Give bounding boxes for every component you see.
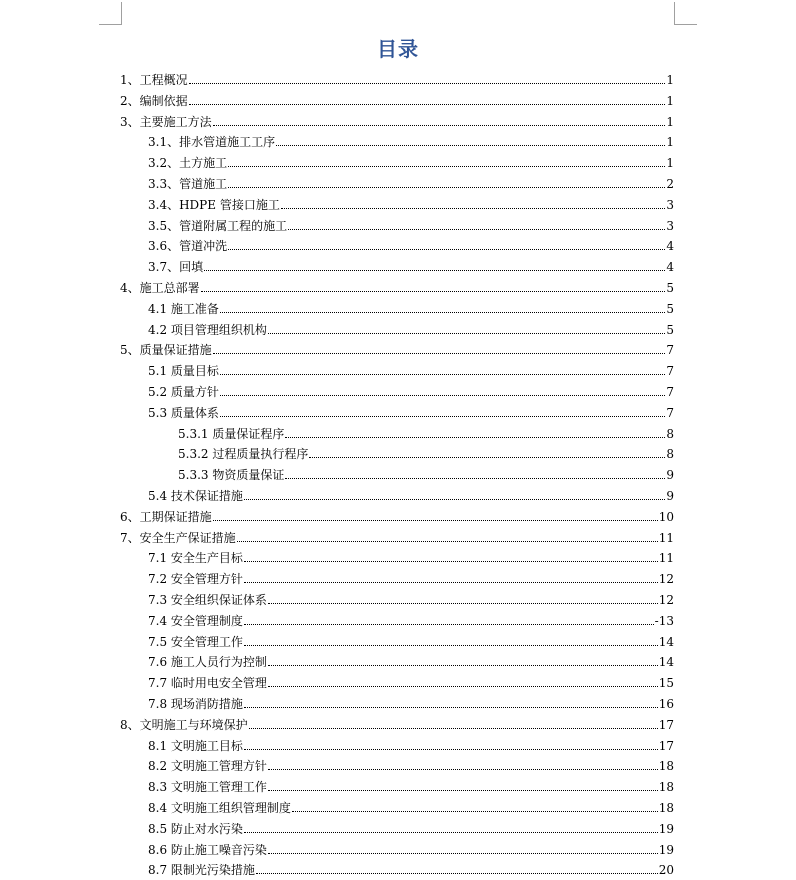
toc-entry[interactable] [120,504,674,524]
toc-entry[interactable] [178,462,674,482]
toc-entry-page-number: 7 [666,405,674,420]
dot-leader [201,291,666,292]
dot-leader [244,645,658,646]
dot-leader [244,749,658,750]
dot-leader [204,270,665,271]
toc-entry[interactable] [148,317,674,337]
toc-entry-page-number: 7 [666,385,674,399]
dot-leader [228,166,665,167]
toc-entry-label: 8.6 防止施工噪音污染 [148,842,267,857]
toc-entry-label: 4.1 施工准备 [148,301,219,316]
toc-entry-page-number: 1 [666,93,674,108]
dot-leader [256,873,658,874]
dot-leader [268,790,658,791]
toc-entry-label: 8.5 防止对水污染 [148,821,243,836]
toc-entry-page-number: 19 [658,821,674,836]
toc-entry-page-number: 19 [658,842,674,857]
toc-entry-label: 5.3.2 过程质量执行程序 [178,447,309,462]
dot-leader [268,665,658,666]
toc-entry-page-number: 1 [666,114,674,129]
toc-entry-label: 3.1、排水管道施工工序 [148,135,276,150]
toc-entry-label: 5.3.3 物资质量保证 [178,468,285,483]
dot-leader [268,853,658,854]
toc-entry-label: 7.2 安全管理方针 [148,572,243,587]
crop-mark-top-right [674,2,697,25]
toc-entry[interactable] [148,837,674,857]
toc-entry[interactable] [120,337,674,357]
toc-entry-page-number: 4 [666,239,674,254]
dot-leader [268,333,665,334]
toc-entry[interactable] [148,254,674,274]
toc-entry-label: 3.3、管道施工 [148,177,228,191]
toc-entry[interactable] [148,587,674,607]
toc-entry-page-number: 18 [658,759,674,774]
dot-leader [309,457,665,458]
toc-entry-label: 5.3.1 质量保证程序 [178,426,285,441]
toc-entry-page-number: 4 [666,260,674,275]
toc-entry[interactable] [148,545,674,565]
toc-entry-label: 3、主要施工方法 [120,114,212,129]
toc-entry-label: 5.3 质量体系 [148,405,219,420]
toc-entry-label: 8.2 文明施工管理方针 [148,759,267,774]
toc-entry[interactable] [148,129,674,149]
dot-leader [228,249,665,250]
dot-leader [244,624,654,625]
toc-entry-label: 7、安全生产保证措施 [120,530,236,545]
toc-entry-label: 3.2、土方施工 [148,156,228,171]
toc-entry[interactable] [148,733,674,753]
toc-entry-label: 7.3 安全组织保证体系 [148,593,267,607]
dot-leader [268,769,658,770]
toc-entry-label: 5.1 质量目标 [148,364,219,379]
dot-leader [276,145,665,146]
toc-entry-page-number: 1 [666,135,674,150]
toc-entry[interactable] [148,213,674,233]
toc-entry[interactable] [148,670,674,690]
toc-entry[interactable] [178,441,674,461]
toc-entry[interactable] [148,857,674,877]
toc-entry-page-number: 14 [658,634,674,649]
toc-entry[interactable] [148,795,674,815]
toc-entry-page-number: 15 [658,676,674,691]
toc-entry-page-number: 5 [666,322,674,337]
toc-entry-page-number: 12 [658,593,674,607]
toc-entry-label: 7.6 施工人员行为控制 [148,655,267,670]
toc-entry[interactable] [148,171,674,191]
dot-leader [189,104,666,105]
dot-leader [189,83,666,84]
toc-entry[interactable] [120,88,674,108]
toc-entry[interactable] [148,566,674,586]
toc-entry-page-number: 3 [666,218,674,233]
toc-entry-label: 3.7、回填 [148,260,204,275]
toc-entry[interactable] [148,233,674,253]
toc-entry-label: 5.2 质量方针 [148,385,219,399]
toc-entry-page-number: 7 [666,364,674,379]
toc-entry[interactable] [120,109,674,129]
dot-leader [268,603,658,604]
toc-entry-label: 8.1 文明施工目标 [148,738,243,753]
toc-entry-page-number: 10 [658,509,674,524]
dot-leader [220,416,665,417]
toc-entry-label: 8.3 文明施工管理工作 [148,780,267,795]
toc-entry-page-number: 5 [666,281,674,295]
dot-leader [244,499,665,500]
toc-entry-page-number: 3 [666,197,674,212]
toc-entry[interactable] [148,691,674,711]
toc-entry-page-number: 11 [658,551,674,566]
dot-leader [220,374,665,375]
toc-entry-page-number: 20 [658,863,674,878]
toc-entry-page-number: 12 [658,572,674,587]
toc-entry-label: 3.4、HDPE 管接口施工 [148,197,280,212]
toc-entry[interactable] [120,712,674,732]
toc-entry[interactable] [148,400,674,420]
toc-entry[interactable] [148,192,674,212]
toc-entry-label: 8、文明施工与环境保护 [120,717,248,732]
toc-entry-page-number: 18 [658,801,674,815]
toc-entry-label: 3.6、管道冲洗 [148,239,228,254]
dot-leader [213,125,666,126]
toc-entry[interactable] [148,358,674,378]
toc-entry[interactable] [178,421,674,441]
toc-entry-label: 7.5 安全管理工作 [148,634,243,649]
toc-entry[interactable] [148,629,674,649]
dot-leader [281,208,666,209]
dot-leader [244,561,658,562]
dot-leader [288,229,665,230]
toc-entry[interactable] [148,150,674,170]
toc-entry-page-number: 2 [666,177,674,191]
toc-entry-label: 7.4 安全管理制度 [148,613,243,628]
dot-leader [213,353,666,354]
dot-leader [228,187,665,188]
toc-entry-page-number: 9 [666,489,674,503]
toc-entry[interactable] [148,483,674,503]
dot-leader [220,395,665,396]
toc-title: 目录 [377,37,419,61]
toc-entry-page-number: 1 [666,73,674,87]
toc-entry-label: 4.2 项目管理组织机构 [148,322,267,337]
toc-entry[interactable] [148,296,674,316]
toc-entry[interactable] [148,379,674,399]
toc-entry-page-number: 7 [666,343,674,358]
toc-entry[interactable] [148,816,674,836]
dot-leader [244,832,658,833]
toc-entry[interactable] [148,649,674,669]
toc-entry-page-number: 16 [658,697,674,711]
toc-entry[interactable] [120,525,674,545]
dot-leader [292,811,658,812]
toc-entry-label: 4、施工总部署 [120,281,200,295]
toc-entry-page-number: 1 [666,156,674,171]
toc-entry-label: 6、工期保证措施 [120,509,212,524]
toc-entry-label: 5.4 技术保证措施 [148,489,243,503]
toc-entry-page-number: 11 [658,530,674,545]
crop-mark-top-left [99,2,122,25]
toc-entry[interactable] [148,774,674,794]
toc-entry[interactable] [120,275,674,295]
toc-entry-page-number: 18 [658,780,674,795]
toc-entry-page-number: 17 [658,717,674,732]
dot-leader [237,541,658,542]
dot-leader [213,520,658,521]
dot-leader [285,478,665,479]
toc-entry-label: 7.7 临时用电安全管理 [148,676,267,691]
toc-entry-label: 7.8 现场消防措施 [148,697,243,711]
toc-entry-label: 5、质量保证措施 [120,343,212,358]
dot-leader [244,582,658,583]
toc-entry-page-number: 8 [666,426,674,441]
toc-entry-page-number: 5 [666,301,674,316]
toc-entry[interactable] [148,753,674,773]
toc-entry-page-number: 14 [658,655,674,670]
toc-entry-label: 2、编制依据 [120,93,188,108]
dot-leader [285,437,665,438]
toc-entry-label: 7.1 安全生产目标 [148,551,243,566]
toc-entry[interactable] [148,608,674,628]
toc-entry-page-number: 9 [666,468,674,483]
toc-entry-label: 8.7 限制光污染措施 [148,863,255,878]
dot-leader [244,707,658,708]
dot-leader [249,728,658,729]
toc-entry[interactable] [120,67,674,87]
dot-leader [268,686,658,687]
toc-entry-label: 8.4 文明施工组织管理制度 [148,801,291,815]
toc-entry-label: 3.5、管道附属工程的施工 [148,218,288,233]
toc-entry-page-number: -13 [654,613,674,628]
toc-entry-page-number: 17 [658,738,674,753]
toc-entry-page-number: 8 [666,447,674,462]
dot-leader [220,312,665,313]
toc-entry-label: 1、工程概况 [120,73,188,87]
